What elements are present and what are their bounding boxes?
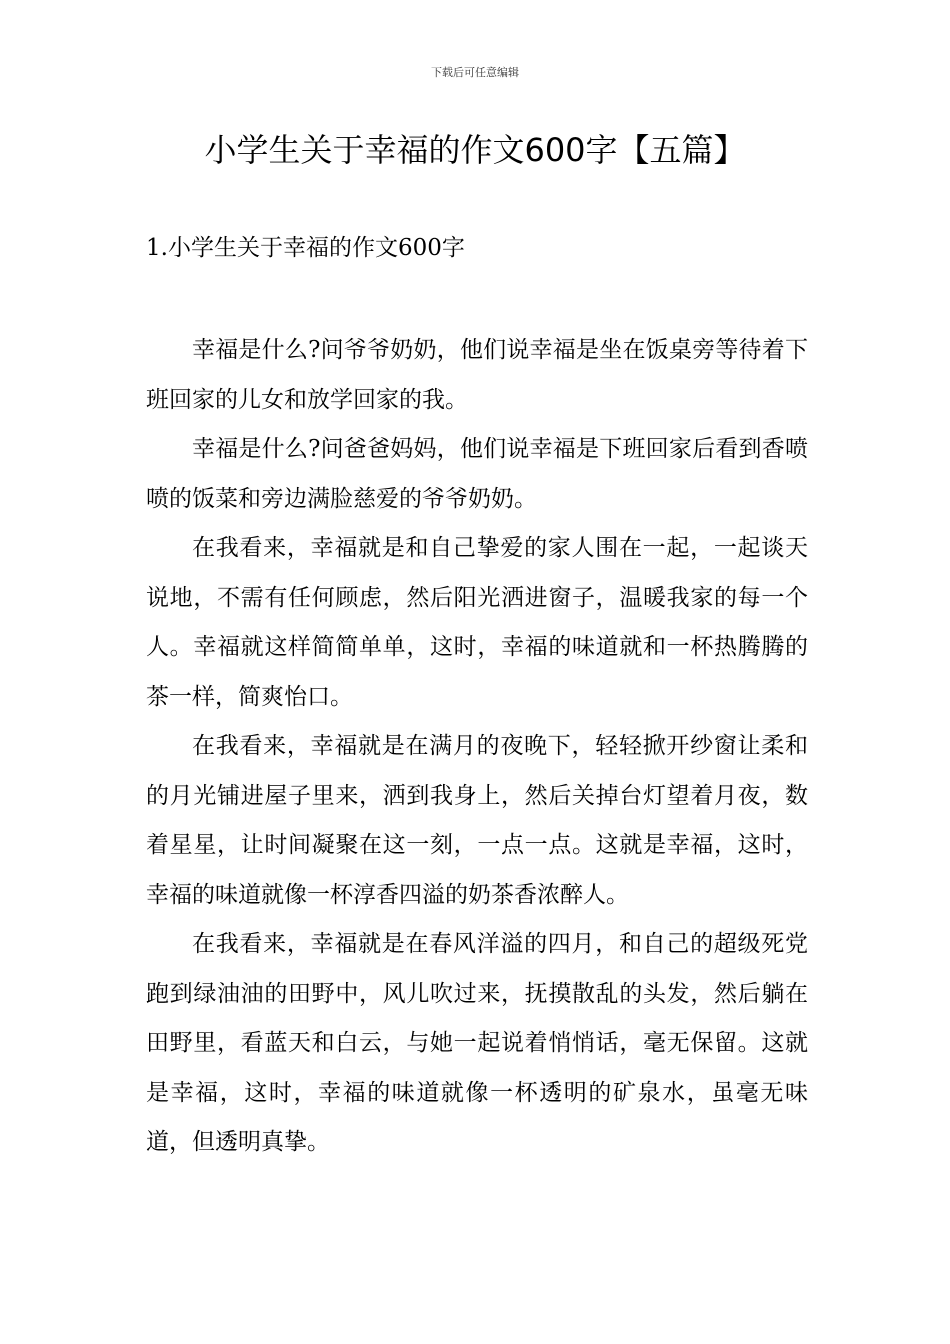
paragraph-1: 幸福是什么?问爷爷奶奶，他们说幸福是坐在饭桌旁等待着下班回家的儿女和放学回家的我。 [146,337,808,413]
paragraph-4: 在我看来，幸福就是在满月的夜晚下，轻轻掀开纱窗让柔和的月光铺进屋子里来，洒到我身上，然后关掉台灯望着月夜，数着星星，让时间凝聚在这一刻，一点一点。这就是幸福，这时，幸福的味道就像一杯淳香四溢的奶茶香浓醉人。 [146,733,808,908]
paragraph-5: 在我看来，幸福就是在春风洋溢的四月，和自己的超级死党跑到绿油油的田野中，风儿吹过来，抚摸散乱的头发，然后躺在田野里，看蓝天和白云，与她一起说着悄悄话，毫无保留。这就是幸福，这时，幸福的味道就像一杯透明的矿泉水，虽毫无味道，但透明真挚。 [146,931,808,1155]
paragraph-2: 幸福是什么?问爸爸妈妈，他们说幸福是下班回家后看到香喷喷的饭菜和旁边满脸慈爱的爷爷奶奶。 [146,436,808,512]
paragraph-3: 在我看来，幸福就是和自己挚爱的家人围在一起，一起谈天说地，不需有任何顾虑，然后阳光洒进窗子，温暖我家的每一个人。幸福就这样简简单单，这时，幸福的味道就和一杯热腾腾的茶一样，简爽怡口。 [146,535,808,710]
section-heading: 1.小学生关于幸福的作文600字 [146,235,465,261]
document-title: 小学生关于幸福的作文600字【五篇】 [204,131,746,169]
essay-body [146,326,808,1168]
header-note: 下载后可任意编辑 [431,66,519,79]
